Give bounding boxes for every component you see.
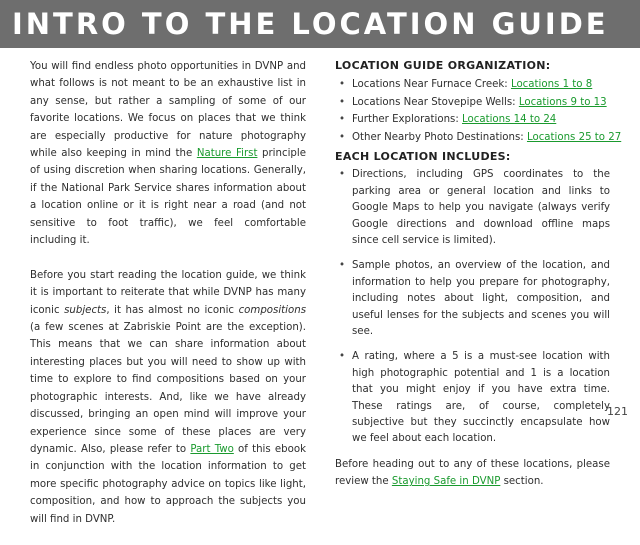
paragraph-text: You will find endless photo opportunities in DVNP and what follows is not meant to be an exhaustive list in any sense, but rather a sampling of some of our favorite locations. We focus on places that we think are especially productive for nature photography while also keeping in mind the [30,61,306,160]
paragraph-text: (a few scenes at Zabriskie Point are the exception). This means that we can share information about interesting places but you will need to show up with time to explore to find compositions based on your photographic interests. And, like we have already discussed, bringing an open mind will improve your experience since some of these places are very dynamic. Also, please refer to [30,322,306,455]
locations-1-8-link[interactable]: Locations 1 to 8 [510,79,593,90]
list-item [335,76,610,94]
list-item-label: Other Nearby Photo Destinations: [352,131,527,143]
list-item: • Directions, including GPS coordinates to the parking area or general location and links to Google Maps to help you navigate (always verify Google directions and download offline maps since cell service is limited). [335,167,610,249]
paragraph-text: of this ebook in conjunction with the location information to get more specific photography advice on topics like light, composition, and how to approach the subjects you will find in DVNP. [30,443,306,525]
organization-heading: LOCATION GUIDE ORGANIZATION: [335,59,551,72]
locations-25-27-link[interactable]: Locations 25 to 27 [526,131,622,143]
locations-14-24-link[interactable]: Locations 14 to 24 [462,114,557,126]
includes-heading: EACH LOCATION INCLUDES: [335,150,511,164]
paragraph-text: principle of using discretion when sharing locations. Generally, if the National Park Service shares information about a location online or it is right near a road (and not sensitive to foot traffic), we feel comfortable including it. [30,148,306,247]
paragraph-text: Before you start reading the location guide, we think it is important to reiterate that while DVNP has many iconic [30,269,306,316]
paragraph-text: , it has almost no iconic [106,304,239,316]
includes-list [335,167,610,448]
intro-paragraph-2 [30,267,306,528]
list-item [335,94,610,112]
list-item [335,111,610,129]
paragraph-text: Before heading out to any of these locations, please review the [335,458,610,488]
page-title: INTRO TO THE LOCATION GUIDE [12,7,609,41]
emphasis-compositions: compositions [238,304,306,316]
staying-safe-link[interactable]: Staying Safe in DVNP [391,476,501,488]
part-two-link[interactable]: Part Two [190,443,234,455]
list-item-label: Locations Near Furnace Creek: [352,79,511,90]
left-column [30,58,306,545]
page-number: 121 [607,405,628,418]
intro-paragraph-1 [30,58,306,249]
list-item [335,129,622,147]
nature-first-link[interactable]: Nature First [196,148,258,160]
list-item: • Sample photos, an overview of the location, and information to help you prepare for photography, including notes about light, composition, and useful lenses for the subjects and scenes you will see. [335,258,610,340]
emphasis-subjects: subjects [64,304,107,316]
locations-9-13-link[interactable]: Locations 9 to 13 [518,96,607,108]
list-item-label: Further Explorations: [352,114,463,126]
organization-list [335,76,622,146]
paragraph-text: section. [500,476,544,488]
list-item-label: Locations Near Stovepipe Wells: [352,96,519,108]
list-item: • A rating, where a 5 is a must-see location with high photographic potential and 1 is a location that you might enjoy if you have extra time. These ratings are, of course, completely subjective but they succinctly encapsulate how we feel about each location. [335,349,610,447]
closing-paragraph [335,456,610,491]
title-bar [0,0,640,48]
